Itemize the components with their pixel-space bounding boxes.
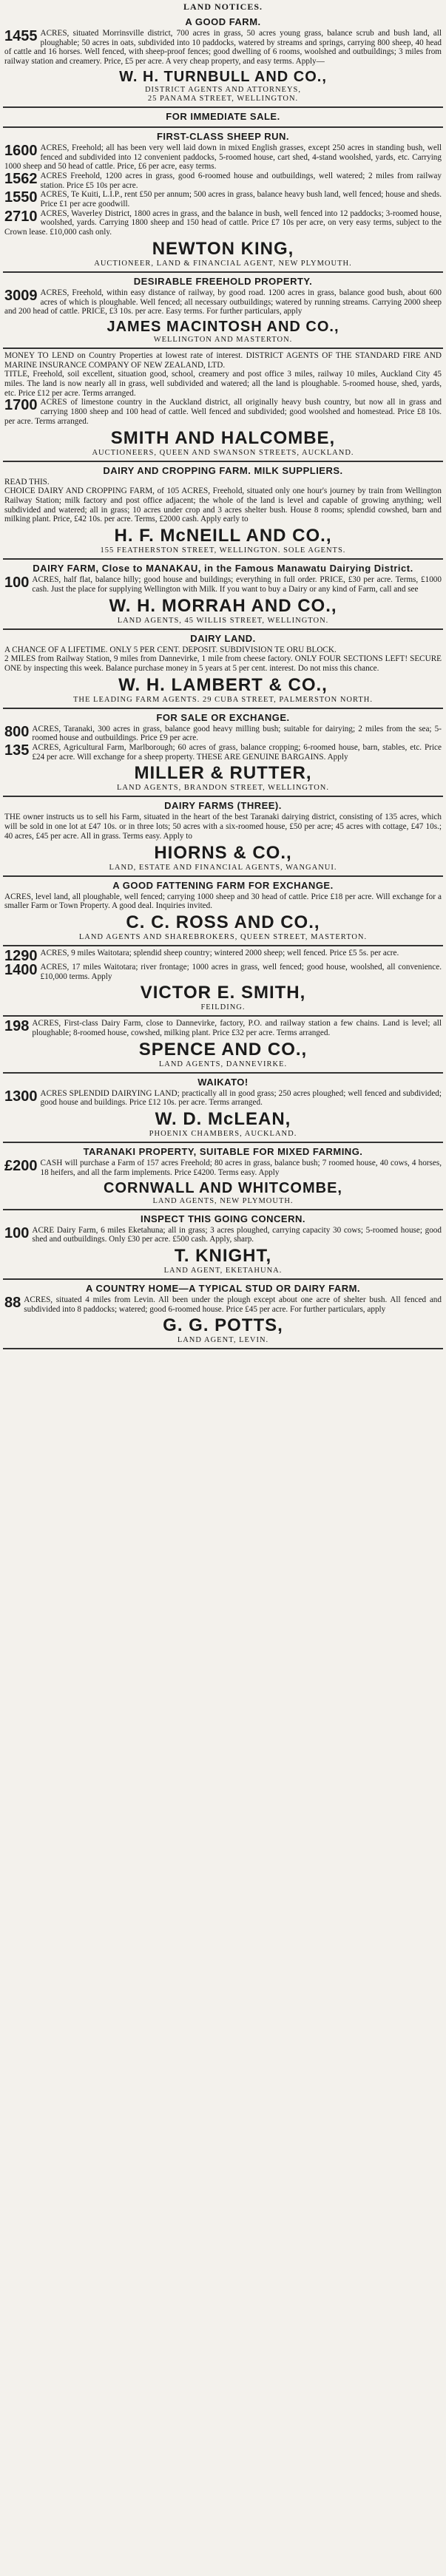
advertisement <box>3 1017 443 1073</box>
firm-name: NEWTON KING, <box>152 238 294 259</box>
firm-name: W. D. McLEAN, <box>155 1109 291 1130</box>
acreage-number: 1455 <box>4 28 38 44</box>
ad-paragraph <box>4 370 442 398</box>
acreage-number: 1400 <box>4 961 38 978</box>
ad-heading: FIRST-CLASS SHEEP RUN. <box>156 130 290 142</box>
firm-address: DISTRICT AGENTS AND ATTORNEYS, <box>144 85 302 94</box>
advertisement <box>3 273 443 349</box>
ad-paragraph <box>4 892 442 911</box>
ad-text: ACRES, 9 miles Waitotara; splendid sheep country; wintered 2000 sheep; well fenced. Price £5 5s. per acre. <box>40 948 399 957</box>
advertisement <box>3 1210 443 1280</box>
ad-paragraph <box>4 1019 442 1037</box>
acreage-number: 3009 <box>4 287 38 304</box>
ad-paragraph <box>4 1226 442 1244</box>
ad-paragraph <box>4 813 442 841</box>
ad-heading: DAIRY FARMS (THREE). <box>164 800 282 812</box>
ad-paragraph <box>4 172 442 190</box>
firm-name: CORNWALL AND WHITCOMBE, <box>104 1179 342 1196</box>
ad-text: ACRES, Te Kuiti, L.I.P., rent £50 per annum; 500 acres in grass, balance heavy bush land, well fenced; house and sheds. Price £1 per acre goodwill. <box>40 190 442 209</box>
ad-text: ACRES, 17 miles Waitotara; river frontage; 1000 acres in grass, well fenced; good house, woolshed, all convenience. £10,000 terms. Apply <box>40 962 442 981</box>
firm-address: LAND, ESTATE AND FINANCIAL AGENTS, WANGANUI. <box>109 863 337 872</box>
ad-text: ACRE Dairy Farm, 6 miles Eketahuna; all in grass; 3 acres ploughed, carrying capacity 30 cows; 5-roomed house; good shed and outbuildings. Only £30 per acre. £500 cash. Apply, sharp. <box>32 1225 442 1244</box>
ad-heading: INSPECT THIS GOING CONCERN. <box>141 1213 305 1224</box>
firm-address: LAND AGENTS, DANNEVIRKE. <box>158 1060 288 1068</box>
firm-address: LAND AGENTS, 45 WILLIS STREET, WELLINGTON. <box>117 616 329 625</box>
advertisement <box>3 1143 443 1210</box>
ad-text: ACRES, Freehold; all has been very well laid down in mixed English grasses, except 250 acres in standing bush, well fenced and subdivided into 12 convenient paddocks, 5-roomed house, cart shed, 4-stand woolshed, yards, etc. Carrying 1000 sheep and 50 head of cattle. Price, £6 per acre, easy terms. <box>4 143 442 172</box>
ad-paragraph <box>4 29 442 67</box>
ad-text: CHOICE DAIRY AND CROPPING FARM, of 105 ACRES, Freehold, situated only one hour's journey by train from Wellington Railway Station; milk factory and post office adjacent; the whole of the land is level and capable of growing anything; well subdivided and watered; all in grass; 10 acres under crop and 3 acres shelter bush. House 8 rooms; splendid cowshed, barn and milking plant. Price, £42 10s. per acre. Terms, £2000 cash. Apply early to <box>4 487 442 524</box>
advertisement <box>3 462 443 560</box>
firm-address: FEILDING. <box>200 1003 246 1012</box>
acreage-number: 100 <box>4 574 30 592</box>
acreage-number: 88 <box>4 1294 21 1311</box>
ad-text: ACRES, Freehold, within easy distance of railway, by good road. 1200 acres in grass, balance good bush, about 600 acres of which is ploughable. Well fenced; all necessary outbuildings; watered by running streams. Carrying 2000 sheep and 200 head of cattle. PRICE, £3 10s. per acre. Easy terms. For further particulars, apply <box>4 288 442 316</box>
ad-paragraph <box>4 1089 442 1108</box>
firm-name: HIORNS & CO., <box>154 842 292 863</box>
ad-text: ACRES, situated Morrinsville district, 700 acres in grass, 50 acres young grass, balance scrub and bush land, all ploughable; 50 acres in oats, subdivided into 10 paddocks, watered by streams and springs, carrying 800 sheep, 40 head of cattle and 16 horses. Well fenced, with sheep-proof fences; good dwelling of 6 rooms, woolshed and outbuildings; 3 miles from railway station and creamery. Price, £5 per acre. A very cheap property, and easy terms. Apply— <box>4 29 442 67</box>
firm-name: W. H. MORRAH AND CO., <box>109 595 337 616</box>
ad-text: READ THIS. <box>4 477 50 487</box>
acreage-number: 100 <box>4 1224 30 1241</box>
ad-heading: A COUNTRY HOME—A TYPICAL STUD OR DAIRY FARM. <box>85 1282 361 1294</box>
ad-paragraph <box>4 743 442 762</box>
firm-name: VICTOR E. SMITH, <box>140 983 306 1003</box>
acreage-number: 800 <box>4 723 30 740</box>
firm-name: W. H. TURNBULL AND CO., <box>119 68 327 85</box>
acreage-number: 135 <box>4 742 30 759</box>
firm-name: T. KNIGHT, <box>174 1245 272 1266</box>
ad-heading: A GOOD FARM. <box>185 16 261 27</box>
ad-paragraph <box>4 947 442 964</box>
ad-paragraph <box>4 209 442 237</box>
advertisement <box>3 108 443 128</box>
ad-text: ACRES of limestone country in the Auckland district, all originally heavy bush country, but now all in grass and carrying 1800 sheep and 100 head of cattle. Well fenced and subdivided; good woolshed and homestead. Price £8 10s. per acre. Terms arranged. <box>4 398 442 426</box>
acreage-number: 198 <box>4 1018 30 1035</box>
advertisement <box>3 630 443 709</box>
acreage-number: 2710 <box>4 208 38 225</box>
ad-heading: DAIRY AND CROPPING FARM. MILK SUPPLIERS. <box>103 464 343 476</box>
acreage-number: 1300 <box>4 1088 38 1105</box>
firm-name: MILLER & RUTTER, <box>134 763 312 784</box>
ad-paragraph <box>4 190 442 209</box>
ad-paragraph <box>4 143 442 172</box>
ad-heading: FOR IMMEDIATE SALE. <box>166 110 280 122</box>
ad-heading: A GOOD FATTENING FARM FOR EXCHANGE. <box>112 879 334 891</box>
firm-name: H. F. McNEILL AND CO., <box>114 526 332 546</box>
ad-text: ACRES Freehold, 1200 acres in grass, good 6-roomed house and outbuildings, well watered; 2 miles from railway station. Price £5 10s per acre. <box>40 171 442 190</box>
ad-paragraph <box>4 1295 442 1314</box>
firm-name: SMITH AND HALCOMBE, <box>110 427 336 448</box>
firm-name: JAMES MACINTOSH AND CO., <box>107 318 339 335</box>
ad-paragraph <box>4 654 442 673</box>
acreage-number: 1600 <box>4 142 38 159</box>
advertisement <box>3 797 443 876</box>
ad-text: ACRES, Agricultural Farm, Marlborough; 60 acres of grass, balance cropping; 6-roomed house, barn, stables, etc. Price £24 per acre. Will exchange for a sheep property. THESE ARE GENUINE BARGAINS. Apply <box>32 743 442 762</box>
firm-address: WELLINGTON AND MASTERTON. <box>153 335 293 344</box>
advertisements <box>3 13 443 1349</box>
advertisement <box>3 877 443 946</box>
acreage-number: 1550 <box>4 189 38 206</box>
firm-address: PHOENIX CHAMBERS, AUCKLAND. <box>149 1130 297 1139</box>
firm-address: THE LEADING FARM AGENTS. 29 CUBA STREET, PALMERSTON NORTH. <box>73 695 373 704</box>
advertisement <box>3 560 443 629</box>
ad-heading: TARANAKI PROPERTY, SUITABLE FOR MIXED FARMING. <box>83 1146 363 1158</box>
advertisement <box>3 349 443 462</box>
column-heading: LAND NOTICES. <box>183 1 263 12</box>
firm-name: W. H. LAMBERT & CO., <box>118 674 328 695</box>
ad-text: ACRES, half flat, balance hilly; good house and buildings; everything in full order. PRICE, £30 per acre. Terms, £1000 cash. Just the place for supplying Wellington with Milk. If you want to buy a Dairy or any kind of Farm, call and see <box>32 575 442 594</box>
ad-heading: DESIRABLE FREEHOLD PROPERTY. <box>133 275 313 287</box>
ad-paragraph <box>4 398 442 426</box>
firm-address: 25 PANAMA STREET, WELLINGTON. <box>147 94 299 103</box>
ad-text: ACRES, Waverley District, 1800 acres in grass, and the balance in bush, well fenced into 12 paddocks; 3-roomed house, woolshed, yards. Carrying 1800 sheep and 150 head of cattle. Price £7 10s per acre, on very easy terms, subject to the Crown lease. £10,000 cash only. <box>4 209 442 237</box>
ad-text: THE owner instructs us to sell his Farm, situated in the heart of the best Taranaki dairying district, consisting of 135 acres, which will be sold in one lot at £47 10s. or in three lots; 50 acres with a six-roomed house, £50 per acre; 45 acres with cottage, £47 10s.; 40 acres, £45 per acre. All in grass. Terms easy. Apply to <box>4 813 442 841</box>
firm-name: C. C. ROSS AND CO., <box>126 912 320 932</box>
ad-heading: DAIRY LAND. <box>190 632 256 644</box>
ad-paragraph <box>4 288 442 316</box>
ad-heading: DAIRY FARM, Close to MANAKAU, in the Famous Manawatu Dairying District. <box>33 563 413 574</box>
firm-name: SPENCE AND CO., <box>138 1039 308 1060</box>
ad-paragraph <box>4 487 442 524</box>
firm-address: 155 FEATHERSTON STREET, WELLINGTON. SOLE AGENTS. <box>100 546 346 555</box>
firm-name: G. G. POTTS, <box>163 1315 283 1336</box>
firm-address: AUCTIONEER, LAND & FINANCIAL AGENT, NEW PLYMOUTH. <box>94 259 352 268</box>
advertisement <box>3 946 443 1017</box>
firm-address: LAND AGENTS AND SHAREBROKERS, QUEEN STREET, MASTERTON. <box>78 932 368 941</box>
ad-heading: FOR SALE OR EXCHANGE. <box>156 711 290 723</box>
ad-text: 2 MILES from Railway Station, 9 miles from Dannevirke, 1 mile from cheese factory. ONLY FOUR SECTIONS LEFT! SECURE ONE by inspecting this week. Balance purchase money in 5 years at 5 per cent. interest. Do not miss this chance. <box>4 654 442 673</box>
advertisement <box>3 1074 443 1143</box>
ad-text: MONEY TO LEND on Country Properties at lowest rate of interest. DISTRICT AGENTS OF THE STANDARD FIRE AND MARINE INSURANCE COMPANY OF NEW ZEALAND, LTD. <box>4 350 442 370</box>
ad-text: TITLE, Freehold, soil excellent, situation good, school, creamery and post office 3 miles, railway 10 miles, Auckland City 45 miles. The land is now nearly all in grass, well subdivided and watered; all the land is ploughable. 5-roomed house, shed, yards, etc. Price £12 per acre. Terms arranged. <box>4 370 442 398</box>
ad-paragraph <box>4 963 442 981</box>
ad-text: ACRES, First-class Dairy Farm, close to Dannevirke, factory, P.O. and railway station a few chains. Land is level; all ploughable; 8-roomed house, cowshed, milking plant. Price £32 per acre. Terms arranged. <box>32 1019 442 1038</box>
advertisement <box>3 13 443 108</box>
firm-address: LAND AGENT, EKETAHUNA. <box>163 1266 283 1275</box>
advertisement <box>3 709 443 798</box>
advertisement <box>3 128 443 273</box>
firm-address: AUCTIONEERS, QUEEN AND SWANSON STREETS, AUCKLAND. <box>92 448 354 457</box>
ad-paragraph <box>4 725 442 743</box>
ad-text: CASH will purchase a Farm of 157 acres Freehold; 80 acres in grass, balance bush; 7 roomed house, 40 cows, 4 horses, 18 heifers, and all the farm implements. Price £4200. Terms easy. Apply <box>40 1159 442 1177</box>
acreage-number: 1700 <box>4 397 38 414</box>
ad-text: A CHANCE OF A LIFETIME. ONLY 5 PER CENT. DEPOSIT. SUBDIVISION TE ORU BLOCK. <box>4 645 337 654</box>
ad-text: ACRES, Taranaki, 300 acres in grass, balance good heavy milling bush; suitable for dairying; 2 miles from the sea; 5-roomed house and outbuildings. Price £9 per acre. <box>32 724 442 743</box>
ad-paragraph <box>4 478 442 487</box>
ad-heading: WAIKATO! <box>197 1076 249 1088</box>
acreage-number: £200 <box>4 1158 38 1175</box>
ad-paragraph <box>4 351 442 370</box>
firm-address: LAND AGENT, LEVIN. <box>177 1336 269 1345</box>
firm-address: LAND AGENTS, BRANDON STREET, WELLINGTON. <box>116 784 330 793</box>
ad-text: ACRES SPLENDID DAIRYING LAND; practically all in good grass; 250 acres ploughed; well fenced and subdivided; good house and buildings. Price £12 10s. per acre. Terms arranged. <box>40 1088 442 1108</box>
acreage-number: 1290 <box>4 947 38 964</box>
ad-paragraph <box>4 645 442 655</box>
ad-text: ACRES, situated 4 miles from Levin. All been under the plough except about one acre of shelter bush. All fenced and subdivided into 8 paddocks; watered; good 6-roomed house. Price £45 per acre. For further particulars, apply <box>24 1295 442 1314</box>
ad-paragraph <box>4 575 442 594</box>
advertisement <box>3 1280 443 1349</box>
acreage-number: 1562 <box>4 170 38 187</box>
ad-paragraph <box>4 1159 442 1177</box>
newspaper-column <box>3 0 443 1349</box>
firm-address: LAND AGENTS, NEW PLYMOUTH. <box>152 1196 294 1205</box>
ad-text: ACRES, level land, all ploughable, well fenced; carrying 1000 sheep and 30 head of cattle. Price £18 per acre. Will exchange for a smaller Farm or Town Property. A good deal. Inquiries invited. <box>4 892 442 911</box>
